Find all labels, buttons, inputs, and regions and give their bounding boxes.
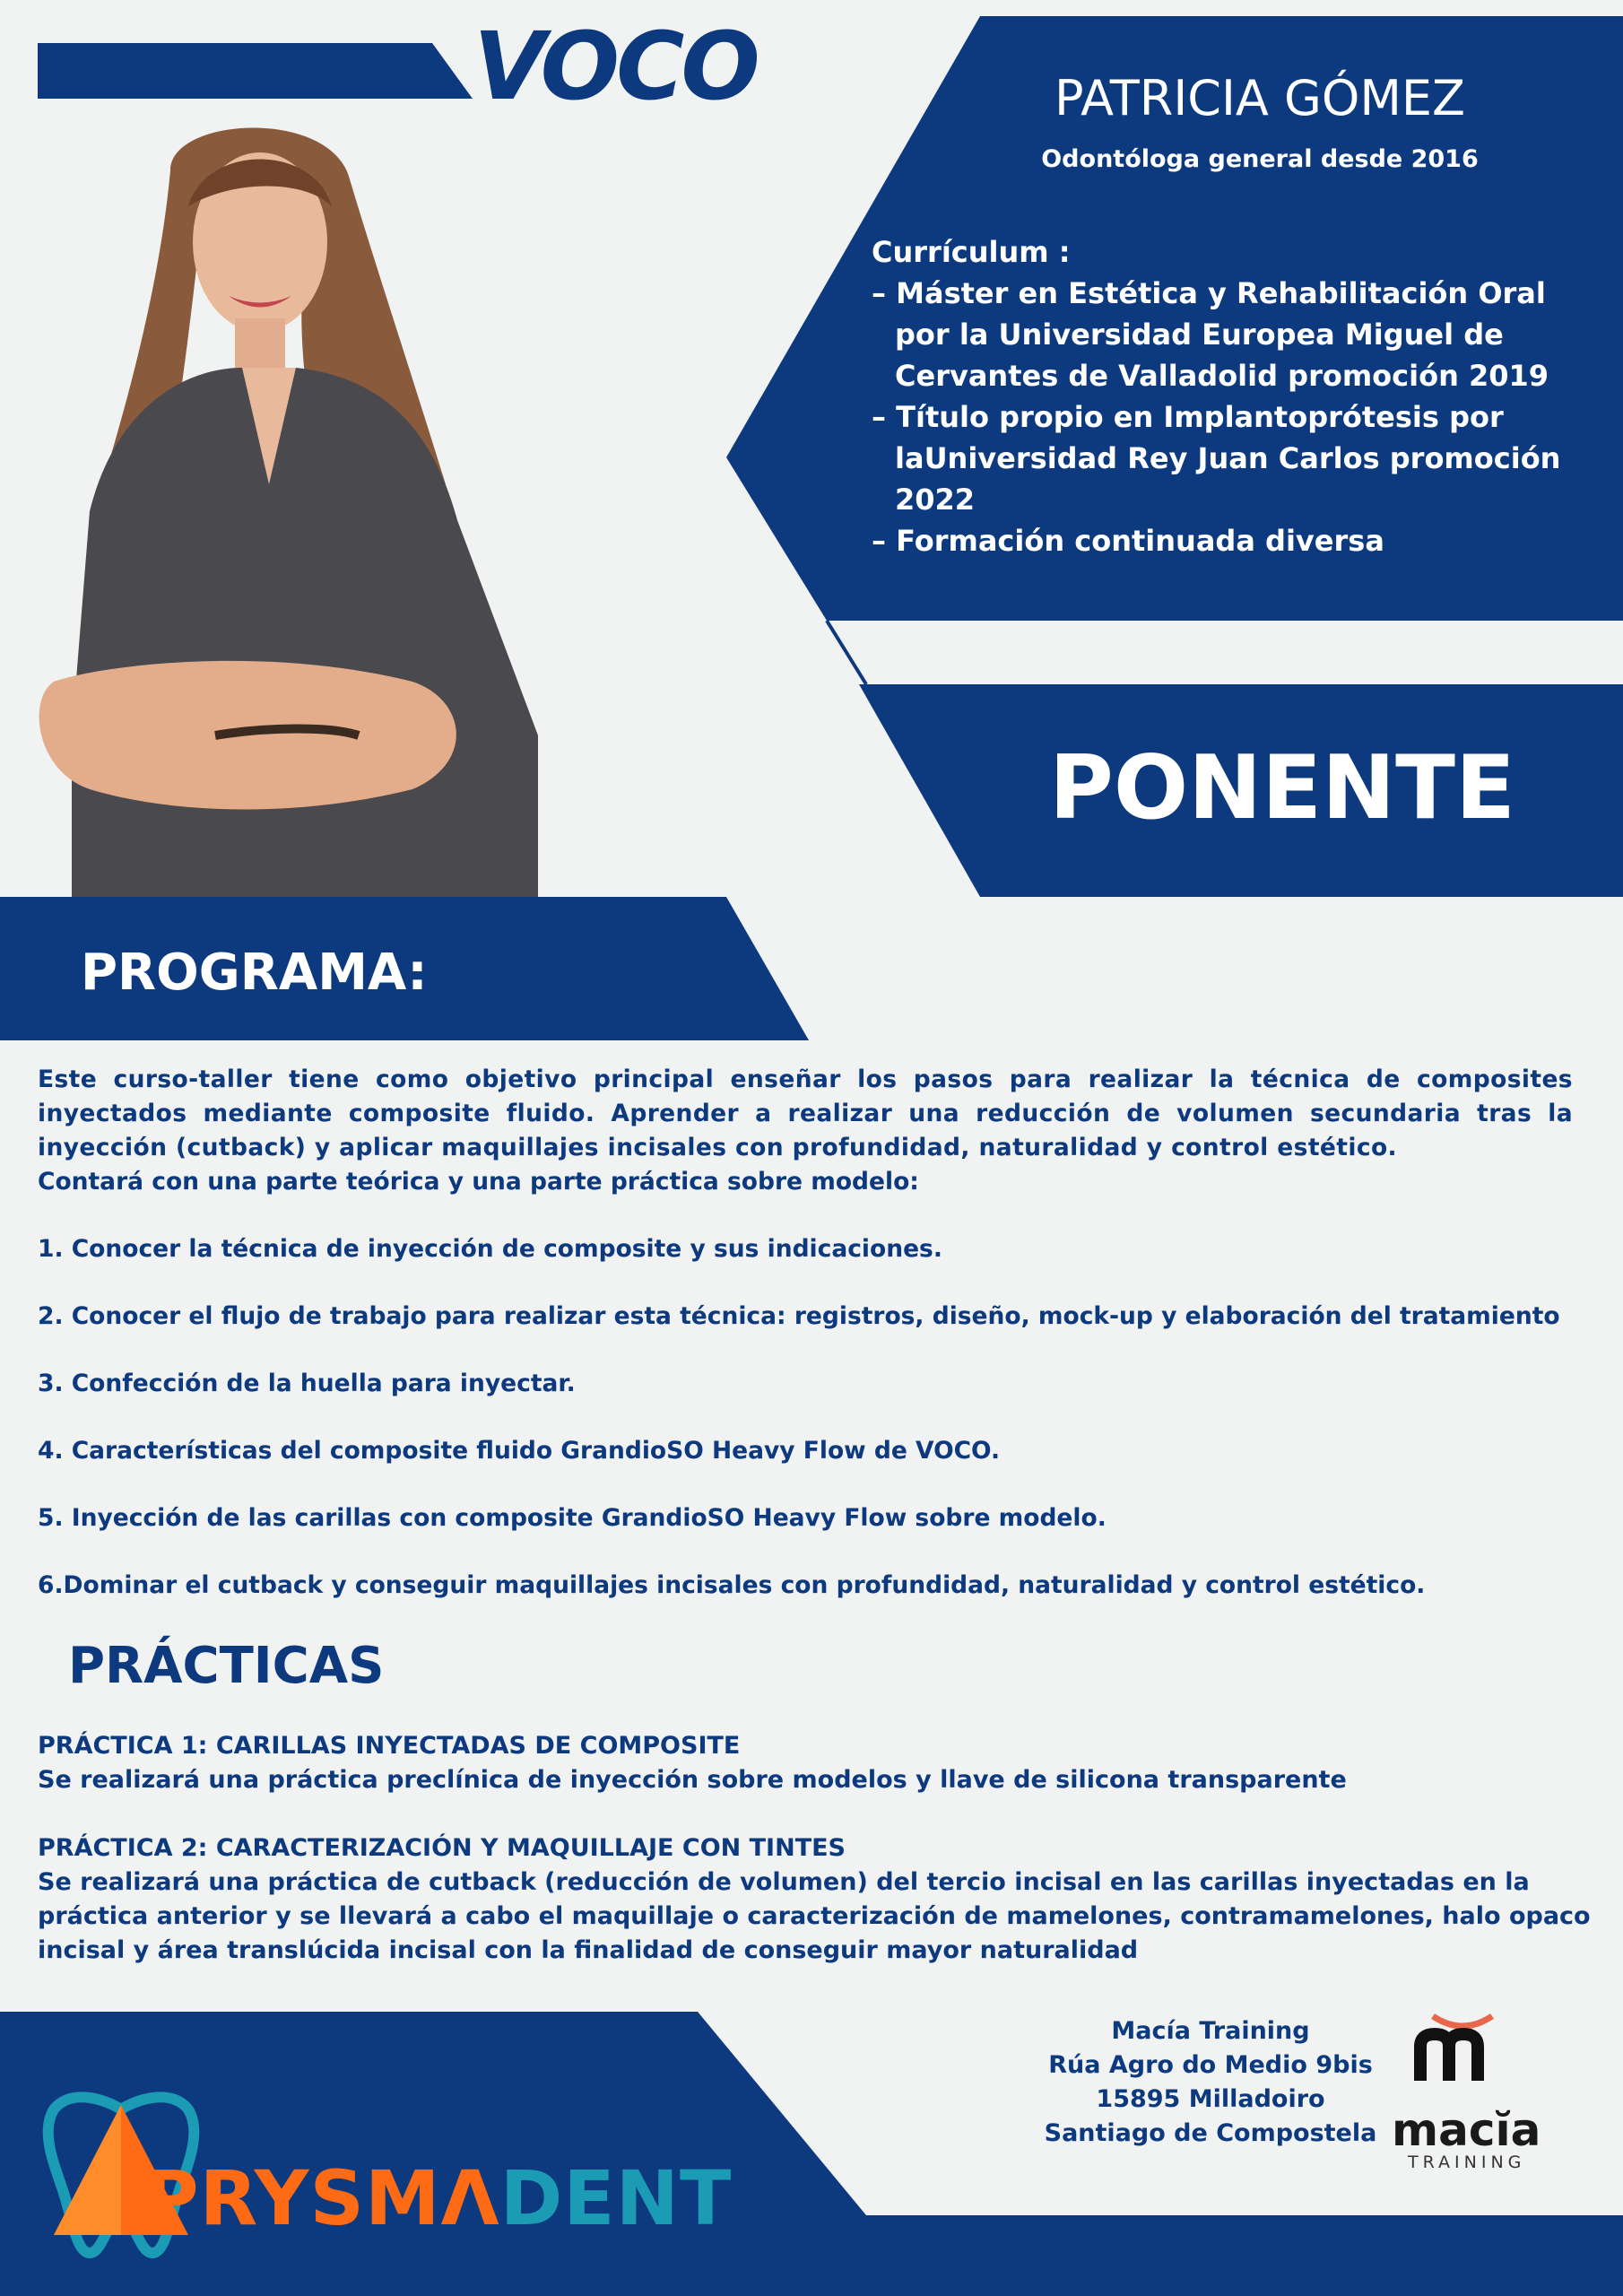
speaker-photo bbox=[36, 108, 556, 897]
programa-intro: Este curso-taller tiene como objetivo principal enseñar los pasos para realizar la técnica de composites inyectados mediante composite fluido. Aprender a realizar una reducción de volumen secundaria tras la inyección (cutback) y aplicar maquillajes incisales con profundidad, naturalidad y control estético. bbox=[38, 1065, 1573, 1161]
address-line: Santiago de Compostela bbox=[1044, 2119, 1377, 2147]
venue-address bbox=[1040, 2014, 1381, 2151]
programa-item: 3. Confección de la huella para inyectar. bbox=[38, 1370, 576, 1397]
address-line: 15895 Milladoiro bbox=[1096, 2085, 1325, 2113]
practica-2-title: PRÁCTICA 2: CARACTERIZACIÓN Y MAQUILLAJE CON TINTES bbox=[38, 1834, 846, 1862]
practicas-body bbox=[38, 1729, 1598, 1968]
cv-item: – Título propio en Implantoprótesis por laUniversidad Rey Juan Carlos promoción 2022 bbox=[872, 400, 1561, 517]
programa-item: 2. Conocer el flujo de trabajo para realizar esta técnica: registros, diseño, mock-up y elaboración del tratamiento bbox=[38, 1302, 1560, 1330]
practica-1-title: PRÁCTICA 1: CARILLAS INYECTADAS DE COMPOSITE bbox=[38, 1732, 741, 1760]
cv-item: – Máster en Estética y Rehabilitación Oral por la Universidad Europea Miguel de Cervantes de Valladolid promoción 2019 bbox=[872, 276, 1549, 393]
prysmadent-part1: PRYSMΛ bbox=[143, 2154, 500, 2242]
programa-item: 6.Dominar el cutback y conseguir maquillajes incisales con profundidad, naturalidad y control estético. bbox=[38, 1571, 1426, 1599]
practica-2-text: Se realizará una práctica de cutback (reducción de volumen) del tercio incisal en las carillas inyectadas en la práctica anterior y se llevará a cabo el maquillaje o caracterización de mamelones, contramamelones, halo opaco incisal y área translúcida incisal con la finalidad de conseguir mayor naturalidad bbox=[38, 1868, 1591, 1964]
programa-item: 4. Características del composite fluido GrandioSO Heavy Flow de VOCO. bbox=[38, 1437, 1001, 1465]
programa-heading: PROGRAMA: bbox=[81, 944, 428, 1002]
speaker-role: Odontóloga general desde 2016 bbox=[1041, 145, 1479, 173]
speaker-name: PATRICIA GÓMEZ bbox=[1054, 70, 1466, 126]
cv-item: – Formación continuada diversa bbox=[872, 524, 1384, 558]
macia-logo-subtitle: TRAINING bbox=[1408, 2152, 1526, 2172]
programa-body bbox=[38, 1063, 1573, 1603]
address-line: Rúa Agro do Medio 9bis bbox=[1048, 2051, 1373, 2079]
practicas-heading: PRÁCTICAS bbox=[68, 1637, 385, 1695]
cv-title: Currículum : bbox=[872, 235, 1071, 269]
voco-header-bar bbox=[38, 43, 473, 99]
curriculum bbox=[872, 231, 1607, 561]
programa-intro-2: Contará con una parte teórica y una parte práctica sobre modelo: bbox=[38, 1168, 919, 1196]
macia-logo-icon bbox=[1413, 2009, 1512, 2084]
macia-logo-word: macĭa bbox=[1392, 2104, 1541, 2156]
prysmadent-part2: DENT bbox=[499, 2154, 733, 2242]
programa-item: 5. Inyección de las carillas con composite GrandioSO Heavy Flow sobre modelo. bbox=[38, 1504, 1107, 1532]
prysmadent-logo-text bbox=[143, 2154, 732, 2242]
practica-1-text: Se realizará una práctica preclínica de inyección sobre modelos y llave de silicona transparente bbox=[38, 1766, 1347, 1794]
programa-item: 1. Conocer la técnica de inyección de composite y sus indicaciones. bbox=[38, 1235, 942, 1263]
address-line: Macía Training bbox=[1111, 2017, 1310, 2045]
ponente-heading: PONENTE bbox=[1049, 737, 1515, 839]
voco-logo: VOCO bbox=[473, 12, 757, 121]
panel-divider-line bbox=[827, 621, 866, 684]
